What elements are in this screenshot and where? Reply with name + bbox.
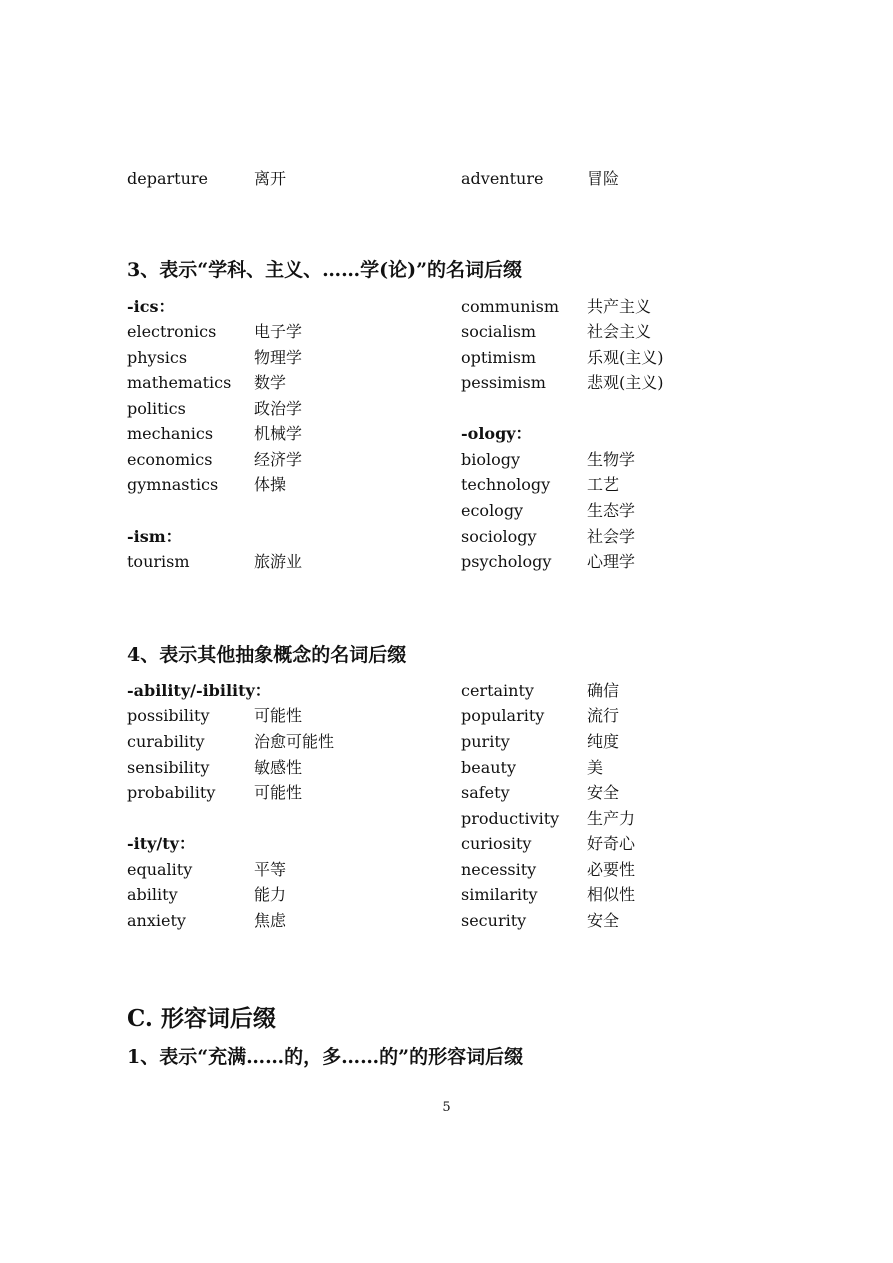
chinese-meaning: 流行 — [587, 706, 620, 725]
chinese-meaning: 好奇心 — [587, 834, 636, 853]
chinese-meaning: 安全 — [587, 911, 620, 930]
chinese-meaning: 冒险 — [587, 169, 620, 188]
vocab-row — [0, 550, 893, 574]
vocab-row — [0, 167, 893, 191]
vocab-row — [0, 704, 893, 728]
chinese-meaning: 心理学 — [587, 552, 636, 571]
chinese-meaning: 电子学 — [254, 322, 303, 341]
vocab-row — [0, 397, 893, 421]
chinese-meaning: 数学 — [254, 373, 287, 392]
english-word: socialism — [461, 322, 537, 341]
english-word: optimism — [461, 348, 537, 367]
chinese-meaning: 安全 — [587, 783, 620, 802]
suffix-label-ability: -ability/-ibility： — [127, 681, 271, 700]
chinese-meaning: 美 — [587, 758, 604, 777]
english-word: curability — [127, 732, 205, 751]
english-word: productivity — [461, 809, 560, 828]
english-word: politics — [127, 399, 186, 418]
chinese-meaning: 体操 — [254, 475, 287, 494]
chinese-meaning: 悲观(主义) — [587, 373, 664, 392]
english-word: gymnastics — [127, 475, 219, 494]
english-word: communism — [461, 297, 560, 316]
vocab-row — [0, 525, 893, 549]
section-3-heading: 3、表示“学科、主义、……学(论)”的名词后缀 — [127, 259, 523, 281]
chinese-meaning: 生产力 — [587, 809, 636, 828]
section-4-heading: 4、表示其他抽象概念的名词后缀 — [127, 644, 407, 666]
vocab-row — [0, 909, 893, 933]
english-word: psychology — [461, 552, 552, 571]
vocab-row — [0, 320, 893, 344]
chinese-meaning: 相似性 — [587, 885, 636, 904]
chinese-meaning: 敏感性 — [254, 758, 303, 777]
suffix-label-ology: -ology： — [461, 424, 532, 443]
english-word: sociology — [461, 527, 537, 546]
chinese-meaning: 可能性 — [254, 706, 303, 725]
english-word: popularity — [461, 706, 545, 725]
chinese-meaning: 生态学 — [587, 501, 636, 520]
suffix-label-ity: -ity/ty： — [127, 834, 195, 853]
chinese-meaning: 社会学 — [587, 527, 636, 546]
vocab-row — [0, 473, 893, 497]
suffix-label-ism: -ism： — [127, 527, 182, 546]
english-word: adventure — [461, 169, 544, 188]
vocab-row — [0, 807, 893, 831]
chinese-meaning: 生物学 — [587, 450, 636, 469]
chinese-meaning: 社会主义 — [587, 322, 652, 341]
english-word: security — [461, 911, 527, 930]
vocab-row — [0, 730, 893, 754]
english-word: departure — [127, 169, 208, 188]
vocab-row — [0, 295, 893, 319]
vocab-row — [0, 448, 893, 472]
english-word: mathematics — [127, 373, 232, 392]
english-word: biology — [461, 450, 521, 469]
vocab-row — [0, 781, 893, 805]
vocab-row — [0, 883, 893, 907]
english-word: curiosity — [461, 834, 532, 853]
english-word: safety — [461, 783, 510, 802]
english-word: tourism — [127, 552, 190, 571]
chinese-meaning: 焦虑 — [254, 911, 287, 930]
chinese-meaning: 可能性 — [254, 783, 303, 802]
vocab-row — [0, 832, 893, 856]
english-word: mechanics — [127, 424, 214, 443]
english-word: ability — [127, 885, 178, 904]
english-word: equality — [127, 860, 193, 879]
english-word: ecology — [461, 501, 524, 520]
chinese-meaning: 旅游业 — [254, 552, 303, 571]
chinese-meaning: 治愈可能性 — [254, 732, 335, 751]
vocab-row — [0, 422, 893, 446]
chinese-meaning: 共产主义 — [587, 297, 652, 316]
chinese-meaning: 经济学 — [254, 450, 303, 469]
english-word: probability — [127, 783, 216, 802]
english-word: sensibility — [127, 758, 210, 777]
page-number: 5 — [442, 1100, 451, 1115]
vocab-row — [0, 499, 893, 523]
chinese-meaning: 机械学 — [254, 424, 303, 443]
english-word: possibility — [127, 706, 210, 725]
chinese-meaning: 政治学 — [254, 399, 303, 418]
vocab-row — [0, 679, 893, 703]
chinese-meaning: 工艺 — [587, 475, 620, 494]
vocab-row — [0, 756, 893, 780]
chinese-meaning: 确信 — [587, 681, 620, 700]
vocab-row — [0, 371, 893, 395]
english-word: beauty — [461, 758, 517, 777]
section-c-heading: C. 形容词后缀 — [127, 1005, 276, 1032]
chinese-meaning: 能力 — [254, 885, 287, 904]
english-word: electronics — [127, 322, 217, 341]
vocab-row — [0, 858, 893, 882]
suffix-label-ics: -ics： — [127, 297, 175, 316]
english-word: necessity — [461, 860, 537, 879]
english-word: purity — [461, 732, 510, 751]
english-word: certainty — [461, 681, 534, 700]
english-word: pessimism — [461, 373, 546, 392]
english-word: economics — [127, 450, 213, 469]
chinese-meaning: 乐观(主义) — [587, 348, 664, 367]
vocab-row — [0, 346, 893, 370]
chinese-meaning: 必要性 — [587, 860, 636, 879]
chinese-meaning: 离开 — [254, 169, 287, 188]
chinese-meaning: 纯度 — [587, 732, 620, 751]
english-word: physics — [127, 348, 188, 367]
chinese-meaning: 平等 — [254, 860, 287, 879]
english-word: anxiety — [127, 911, 186, 930]
chinese-meaning: 物理学 — [254, 348, 303, 367]
section-c1-heading: 1、表示“充满……的，多……的”的形容词后缀 — [127, 1046, 524, 1068]
english-word: similarity — [461, 885, 538, 904]
english-word: technology — [461, 475, 551, 494]
